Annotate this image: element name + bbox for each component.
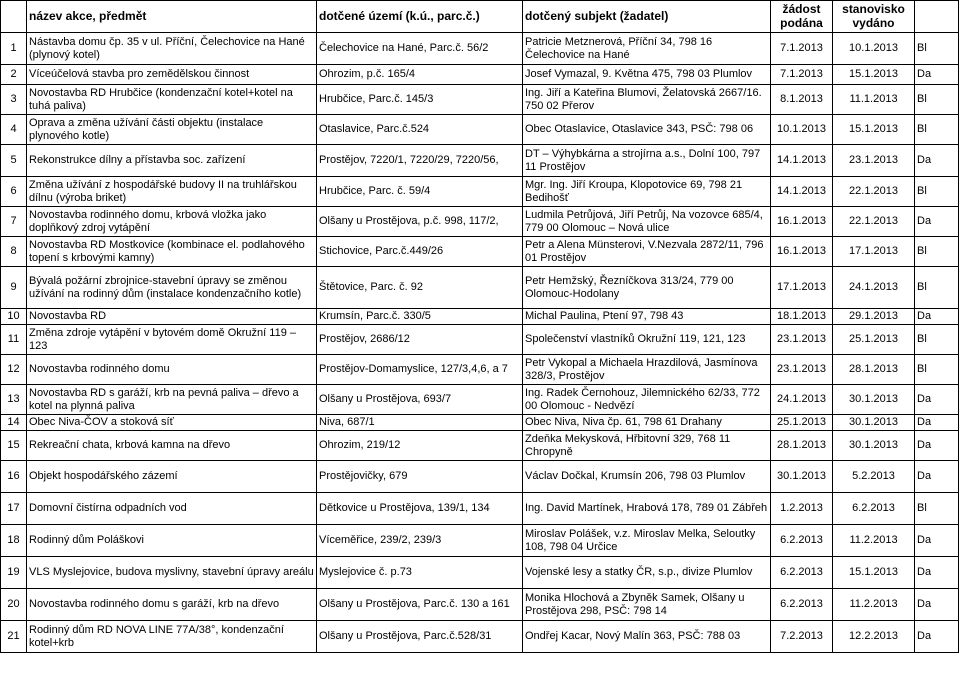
date-issued: 11.2.2013 [833, 525, 915, 557]
territory-parcel: Prostějov, 2686/12 [317, 325, 523, 355]
row-number: 10 [1, 309, 27, 325]
action-name: Novostavba rodinného domu s garáží, krb na dřevo [27, 589, 317, 621]
date-issued: 15.1.2013 [833, 65, 915, 85]
date-submitted: 10.1.2013 [771, 115, 833, 145]
responsible-initials: Bl [915, 177, 959, 207]
col-header-action: název akce, předmět [27, 1, 317, 33]
date-issued: 30.1.2013 [833, 385, 915, 415]
date-submitted: 8.1.2013 [771, 85, 833, 115]
table-body [1, 33, 959, 653]
territory-parcel: Ohrozim, p.č. 165/4 [317, 65, 523, 85]
date-submitted: 30.1.2013 [771, 461, 833, 493]
action-name: Rekreační chata, krbová kamna na dřevo [27, 431, 317, 461]
action-name: Rodinný dům RD NOVA LINE 77A/38°, kondenzační kotel+krb [27, 621, 317, 653]
date-submitted: 25.1.2013 [771, 415, 833, 431]
responsible-initials: Da [915, 431, 959, 461]
table-row [1, 267, 959, 309]
date-issued: 30.1.2013 [833, 431, 915, 461]
territory-parcel: Víceměřice, 239/2, 239/3 [317, 525, 523, 557]
date-issued: 15.1.2013 [833, 115, 915, 145]
date-issued: 22.1.2013 [833, 177, 915, 207]
date-submitted: 16.1.2013 [771, 237, 833, 267]
col-header-responsible [915, 1, 959, 33]
applicant: Zdeňka Mekysková, Hřbitovní 329, 768 11 Chropyně [523, 431, 771, 461]
applicant: Mgr. Ing. Jiří Kroupa, Klopotovice 69, 798 21 Bedihošť [523, 177, 771, 207]
action-name: Obec Niva-ČOV a stoková síť [27, 415, 317, 431]
territory-parcel: Čelechovice na Hané, Parc.č. 56/2 [317, 33, 523, 65]
table-row [1, 115, 959, 145]
applicant: Monika Hlochová a Zbyněk Samek, Olšany u Prostějova 298, PSČ: 798 14 [523, 589, 771, 621]
responsible-initials: Bl [915, 237, 959, 267]
territory-parcel: Niva, 687/1 [317, 415, 523, 431]
col-header-issued: stanovisko vydáno [833, 1, 915, 33]
date-issued: 17.1.2013 [833, 237, 915, 267]
territory-parcel: Krumsín, Parc.č. 330/5 [317, 309, 523, 325]
date-submitted: 6.2.2013 [771, 589, 833, 621]
action-name: Novostavba RD s garáží, krb na pevná paliva – dřevo a kotel na plynná paliva [27, 385, 317, 415]
table-row [1, 237, 959, 267]
date-issued: 5.2.2013 [833, 461, 915, 493]
row-number: 11 [1, 325, 27, 355]
applicant: Ing. Radek Černohouz, Jilemnického 62/33, 772 00 Olomouc - Nedvězí [523, 385, 771, 415]
table-row [1, 525, 959, 557]
table-row [1, 461, 959, 493]
applicant: Ludmila Petrůjová, Jiří Petrůj, Na vozovce 685/4, 779 00 Olomouc – Nová ulice [523, 207, 771, 237]
date-submitted: 1.2.2013 [771, 493, 833, 525]
action-name: Změna užívání z hospodářské budovy II na truhlářskou dílnu (výroba briket) [27, 177, 317, 207]
table-row [1, 557, 959, 589]
responsible-initials: Da [915, 557, 959, 589]
date-issued: 12.2.2013 [833, 621, 915, 653]
territory-parcel: Hrubčice, Parc.č. 145/3 [317, 85, 523, 115]
row-number: 21 [1, 621, 27, 653]
territory-parcel: Prostějovičky, 679 [317, 461, 523, 493]
territory-parcel: Olšany u Prostějova, Parc.č. 130 a 161 [317, 589, 523, 621]
row-number: 14 [1, 415, 27, 431]
applicant: Ing. David Martínek, Hrabová 178, 789 01 Zábřeh [523, 493, 771, 525]
date-submitted: 16.1.2013 [771, 207, 833, 237]
territory-parcel: Myslejovice č. p.73 [317, 557, 523, 589]
date-submitted: 23.1.2013 [771, 355, 833, 385]
responsible-initials: Da [915, 461, 959, 493]
action-name: Novostavba rodinného domu, krbová vložka jako doplňkový zdroj vytápění [27, 207, 317, 237]
territory-parcel: Otaslavice, Parc.č.524 [317, 115, 523, 145]
action-name: Rodinný dům Poláškovi [27, 525, 317, 557]
action-name: VLS Myslejovice, budova myslivny, stavební úpravy areálu [27, 557, 317, 589]
applicant: Ing. Jiří a Kateřina Blumovi, Želatovská 2667/16. 750 02 Přerov [523, 85, 771, 115]
responsible-initials: Bl [915, 355, 959, 385]
table-row [1, 145, 959, 177]
date-submitted: 14.1.2013 [771, 145, 833, 177]
responsible-initials: Da [915, 589, 959, 621]
table-row [1, 207, 959, 237]
row-number: 13 [1, 385, 27, 415]
col-header-number [1, 1, 27, 33]
territory-parcel: Stichovice, Parc.č.449/26 [317, 237, 523, 267]
applicant: Petr Vykopal a Michaela Hrazdilová, Jasmínova 328/3, Prostějov [523, 355, 771, 385]
row-number: 16 [1, 461, 27, 493]
date-submitted: 6.2.2013 [771, 557, 833, 589]
date-issued: 24.1.2013 [833, 267, 915, 309]
applicant: Vojenské lesy a statky ČR, s.p., divize Plumlov [523, 557, 771, 589]
responsible-initials: Da [915, 621, 959, 653]
responsible-initials: Da [915, 207, 959, 237]
table-row [1, 65, 959, 85]
action-name: Novostavba rodinného domu [27, 355, 317, 385]
table-row [1, 85, 959, 115]
responsible-initials: Da [915, 145, 959, 177]
table-row [1, 309, 959, 325]
row-number: 17 [1, 493, 27, 525]
row-number: 18 [1, 525, 27, 557]
row-number: 6 [1, 177, 27, 207]
date-submitted: 6.2.2013 [771, 525, 833, 557]
action-name: Víceúčelová stavba pro zemědělskou činnost [27, 65, 317, 85]
date-issued: 25.1.2013 [833, 325, 915, 355]
applicant: Josef Vymazal, 9. Května 475, 798 03 Plumlov [523, 65, 771, 85]
header-row [1, 1, 959, 33]
row-number: 2 [1, 65, 27, 85]
table-row [1, 325, 959, 355]
row-number: 20 [1, 589, 27, 621]
date-issued: 15.1.2013 [833, 557, 915, 589]
row-number: 9 [1, 267, 27, 309]
row-number: 3 [1, 85, 27, 115]
applicant: Ondřej Kacar, Nový Malín 363, PSČ: 788 03 [523, 621, 771, 653]
territory-parcel: Prostějov-Domamyslice, 127/3,4,6, a 7 [317, 355, 523, 385]
date-submitted: 18.1.2013 [771, 309, 833, 325]
responsible-initials: Bl [915, 115, 959, 145]
territory-parcel: Štětovice, Parc. č. 92 [317, 267, 523, 309]
responsible-initials: Da [915, 415, 959, 431]
responsible-initials: Bl [915, 325, 959, 355]
date-issued: 6.2.2013 [833, 493, 915, 525]
applicant: Petr a Alena Münsterovi, V.Nezvala 2872/11, 796 01 Prostějov [523, 237, 771, 267]
applicant: Patricie Metznerová, Příční 34, 798 16 Čelechovice na Hané [523, 33, 771, 65]
action-name: Novostavba RD Hrubčice (kondenzační kotel+kotel na tuhá paliva) [27, 85, 317, 115]
table-row [1, 431, 959, 461]
applicant: DT – Výhybkárna a strojírna a.s., Dolní 100, 797 11 Prostějov [523, 145, 771, 177]
date-submitted: 14.1.2013 [771, 177, 833, 207]
territory-parcel: Olšany u Prostějova, Parc.č.528/31 [317, 621, 523, 653]
territory-parcel: Prostějov, 7220/1, 7220/29, 7220/56, [317, 145, 523, 177]
territory-parcel: Ohrozim, 219/12 [317, 431, 523, 461]
row-number: 1 [1, 33, 27, 65]
date-issued: 22.1.2013 [833, 207, 915, 237]
table-row [1, 177, 959, 207]
table-row [1, 33, 959, 65]
table-row [1, 385, 959, 415]
applicant: Petr Hemžský, Řezníčkova 313/24, 779 00 Olomouc-Hodolany [523, 267, 771, 309]
date-issued: 28.1.2013 [833, 355, 915, 385]
date-submitted: 7.1.2013 [771, 65, 833, 85]
date-issued: 10.1.2013 [833, 33, 915, 65]
territory-parcel: Hrubčice, Parc. č. 59/4 [317, 177, 523, 207]
applicant: Obec Niva, Niva čp. 61, 798 61 Drahany [523, 415, 771, 431]
date-submitted: 17.1.2013 [771, 267, 833, 309]
responsible-initials: Bl [915, 493, 959, 525]
date-submitted: 23.1.2013 [771, 325, 833, 355]
action-name: Objekt hospodářského zázemí [27, 461, 317, 493]
applicant: Michal Paulina, Ptení 97, 798 43 [523, 309, 771, 325]
territory-parcel: Olšany u Prostějova, p.č. 998, 117/2, [317, 207, 523, 237]
responsible-initials: Da [915, 309, 959, 325]
responsible-initials: Da [915, 65, 959, 85]
table-row [1, 415, 959, 431]
action-name: Nástavba domu čp. 35 v ul. Příční, Čelechovice na Hané (plynový kotel) [27, 33, 317, 65]
applicant: Václav Dočkal, Krumsín 206, 798 03 Plumlov [523, 461, 771, 493]
date-issued: 11.1.2013 [833, 85, 915, 115]
date-issued: 11.2.2013 [833, 589, 915, 621]
col-header-territory: dotčené území (k.ú., parc.č.) [317, 1, 523, 33]
action-name: Rekonstrukce dílny a přístavba soc. zařízení [27, 145, 317, 177]
action-name: Oprava a změna užívání části objektu (instalace plynového kotle) [27, 115, 317, 145]
row-number: 15 [1, 431, 27, 461]
action-name: Novostavba RD [27, 309, 317, 325]
date-issued: 29.1.2013 [833, 309, 915, 325]
applicant: Společenství vlastníků Okružní 119, 121, 123 [523, 325, 771, 355]
responsible-initials: Bl [915, 85, 959, 115]
date-submitted: 7.2.2013 [771, 621, 833, 653]
date-submitted: 24.1.2013 [771, 385, 833, 415]
applicant: Miroslav Polášek, v.z. Miroslav Melka, Seloutky 108, 798 04 Určice [523, 525, 771, 557]
table-row [1, 493, 959, 525]
responsible-initials: Da [915, 525, 959, 557]
date-submitted: 7.1.2013 [771, 33, 833, 65]
territory-parcel: Olšany u Prostějova, 693/7 [317, 385, 523, 415]
responsible-initials: Bl [915, 33, 959, 65]
action-name: Změna zdroje vytápění v bytovém domě Okružní 119 – 123 [27, 325, 317, 355]
col-header-submitted: žádost podána [771, 1, 833, 33]
date-issued: 30.1.2013 [833, 415, 915, 431]
row-number: 8 [1, 237, 27, 267]
responsible-initials: Da [915, 385, 959, 415]
row-number: 19 [1, 557, 27, 589]
row-number: 7 [1, 207, 27, 237]
action-name: Domovní čistírna odpadních vod [27, 493, 317, 525]
row-number: 4 [1, 115, 27, 145]
date-submitted: 28.1.2013 [771, 431, 833, 461]
territory-parcel: Dětkovice u Prostějova, 139/1, 134 [317, 493, 523, 525]
col-header-applicant: dotčený subjekt (žadatel) [523, 1, 771, 33]
action-name: Bývalá požární zbrojnice-stavební úpravy se změnou užívání na rodinný dům (instalace kondenzačního kotle) [27, 267, 317, 309]
responsible-initials: Bl [915, 267, 959, 309]
date-issued: 23.1.2013 [833, 145, 915, 177]
row-number: 12 [1, 355, 27, 385]
table-row [1, 355, 959, 385]
table-row [1, 589, 959, 621]
applicant: Obec Otaslavice, Otaslavice 343, PSČ: 798 06 [523, 115, 771, 145]
table-row [1, 621, 959, 653]
row-number: 5 [1, 145, 27, 177]
action-name: Novostavba RD Mostkovice (kombinace el. podlahového topení s krbovými kamny) [27, 237, 317, 267]
